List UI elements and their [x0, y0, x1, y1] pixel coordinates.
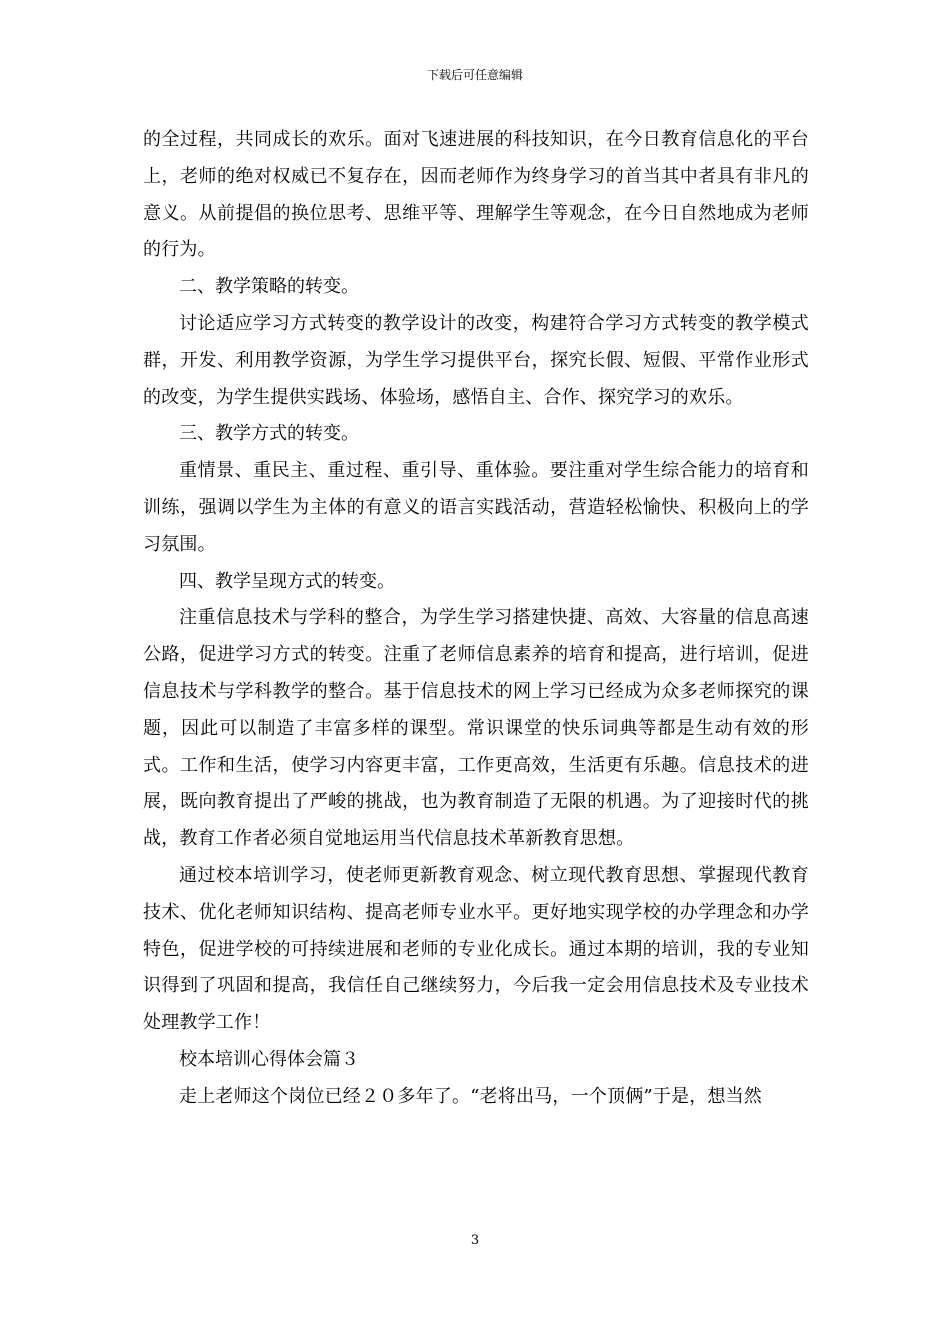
section-heading-3: 三、教学方式的转变。: [179, 423, 359, 445]
paragraph-continuation: 的全过程，共同成长的欢乐。面对飞速进展的科技知识，在今日教育信息化的平台上，老师的绝对权威已不复存在，因而老师作为终身学习的首当其中者具有非凡的意义。从前提倡的换位思考、思维平等、理解学生等观念，在今日自然地成为老师的行为。: [143, 129, 809, 261]
article-title: 校本培训心得体会篇３: [179, 1048, 359, 1070]
paragraph-presentation: 注重信息技术与学科的整合，为学生学习搭建快捷、高效、大容量的信息高速公路，促进学习方式的转变。注重了老师信息素养的培育和提高，进行培训，促进信息技术与学科教学的整合。基于信息技术的网上学习已经成为众多老师探究的课题，因此可以制造了丰富多样的课型。常识课堂的快乐词典等都是生动有效的形式。工作和生活，使学习内容更丰富，工作更高效，生活更有乐趣。信息技术的进展，既向教育提出了严峻的挑战，也为教育制造了无限的机遇。为了迎接时代的挑战，教育工作者必须自觉地运用当代信息技术革新教育思想。: [143, 607, 809, 850]
section-heading-4: 四、教学呈现方式的转变。: [179, 570, 395, 592]
paragraph-teaching-method: 重情景、重民主、重过程、重引导、重体验。要注重对学生综合能力的培育和训练，强调以学生为主体的有意义的语言实践活动，营造轻松愉快、积极向上的学习氛围。: [143, 460, 809, 555]
document-body: [143, 122, 809, 1116]
section-heading-2: 二、教学策略的转变。: [179, 276, 359, 298]
paragraph-article-start: 走上老师这个岗位已经２０多年了。“老将出马，一个顶俩”于是，想当然: [179, 1085, 763, 1107]
paragraph-teaching-strategy: 讨论适应学习方式转变的教学设计的改变，构建符合学习方式转变的教学模式群，开发、利用教学资源，为学生学习提供平台，探究长假、短假、平常作业形式的改变，为学生提供实践场、体验场，感悟自主、合作、探究学习的欢乐。: [143, 312, 809, 408]
page-header: 下载后可任意编辑: [426, 68, 523, 82]
paragraph-summary: 通过校本培训学习，使老师更新教育观念、树立现代教育思想、掌握现代教育技术、优化老师知识结构、提高老师专业水平。更好地实现学校的办学理念和办学特色，促进学校的可持续进展和老师的专业化成长。通过本期的培训，我的专业知识得到了巩固和提高，我信任自己继续努力，今后我一定会用信息技术及专业技术处理教学工作！: [143, 864, 809, 1034]
page-number: 3: [470, 1233, 480, 1248]
